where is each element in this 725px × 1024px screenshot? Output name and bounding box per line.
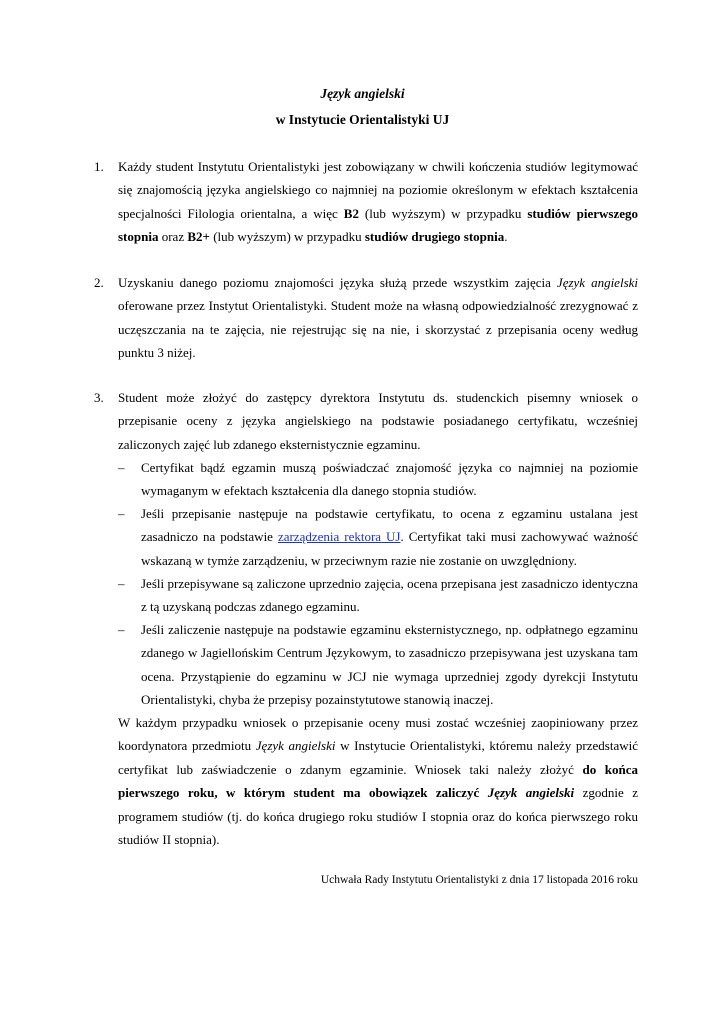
closing-italic-course: Język angielski xyxy=(255,738,336,754)
p1-bold-second-degree: studiów drugiego stopnia xyxy=(364,229,505,245)
p1-text-f: . xyxy=(504,229,508,245)
bullet-dash-1: – xyxy=(118,460,125,475)
p2-text-b: oferowane przez Instytut Orientalistyki. Student może na własną odpowiedzialność zrezygnować z uczęszczania na te zajęcia, nie rejestrując się na nie, i skorzystać z przepisania oceny według punktu 3 niżej. xyxy=(118,298,638,361)
bullet-3: Jeśli przepisywane są zaliczone uprzednio zajęcia, ocena przepisana jest zasadniczo identyczna z tą uzyskaną podczas zdanego egzaminu. xyxy=(141,576,638,615)
p1-text-a: Każdy student Instytutu Orientalistyki jest zobowiązany w chwili kończenia studiów legitymować się znajomością języka angielskiego co najmniej na poziomie określonym w efektach kształcenia specjalności Filologia orientalna, a więc xyxy=(118,159,638,221)
p2-italic-course: Język angielski xyxy=(556,275,639,290)
bullet-dash-2: – xyxy=(118,506,125,521)
p1-bold-first-degree: studiów pierwszego stopnia xyxy=(118,205,639,245)
item-number-2: 2. xyxy=(94,275,104,290)
resolution-footer: Uchwała Rady Instytutu Orientalistyki z dnia 17 listopada 2016 roku xyxy=(320,874,638,886)
bullet-4: Jeśli zaliczenie następuje na podstawie egzaminu eksternistycznego, np. odpłatnego egzaminu zdanego w Jagiellońskim Centrum Językowym, to zasadniczo przepisywana jest uzyskana tam ocena. Przystąpienie do egzaminu w JCJ nie wymaga uprzedniej zgody dyrekcji Instytutu Orientalistyki, chyba że przepisy pozainstytutowe stanowią inaczej. xyxy=(141,622,638,708)
paragraph-2 xyxy=(118,271,638,365)
p1-bold-b2: B2 xyxy=(343,205,359,221)
closing-text-b: w Instytucie Orientalistyki, któremu należy przedstawić certyfikat lub zaświadczenie o zdanym egzaminie. Wniosek taki należy złożyć xyxy=(118,738,639,777)
bullet-2-text-a: Jeśli przepisanie następuje na podstawie certyfikatu, to ocena z egzaminu ustalana jest zasadniczo na podstawie xyxy=(141,506,638,545)
bullet-2 xyxy=(141,502,638,572)
p1-text-e: (lub wyższym) w przypadku xyxy=(209,229,365,245)
bullet-dash-3: – xyxy=(118,576,125,591)
bullet-2-text-b: . Certyfikat taki musi zachowywać ważność wskazaną w tymże zarządzeniu, w przeciwnym razie nie zostanie on uwzględniony. xyxy=(141,529,638,568)
page-title: Język angielski xyxy=(320,86,405,101)
page-subtitle: w Instytucie Orientalistyki UJ xyxy=(275,112,450,127)
bullet-dash-4: – xyxy=(118,622,125,637)
closing-text-a: W każdym przypadku wniosek o przepisanie oceny musi zostać wcześniej zaopiniowany przez koordynatora przedmiotu xyxy=(118,715,638,754)
bullet-1: Certyfikat bądź egzamin muszą poświadczać znajomość języka co najmniej na poziomie wymaganym w efektach kształcenia dla danego stopnia studiów. xyxy=(141,460,638,499)
closing-paragraph xyxy=(118,711,638,851)
item-number-3: 3. xyxy=(94,390,104,405)
closing-bold-italic-course: Język angielski xyxy=(487,785,575,801)
item-number-1: 1. xyxy=(94,159,104,174)
p2-text-a: Uzyskaniu danego poziomu znajomości języka służą przede wszystkim zajęcia xyxy=(118,275,557,290)
paragraph-3: Student może złożyć do zastępcy dyrektora Instytutu ds. studenckich pisemny wniosek o przepisanie oceny z języka angielskiego na podstawie posiadanego certyfikatu, wcześniej zaliczonych zajęć lub zdanego eksternistycznie egzaminu. xyxy=(118,390,638,452)
p1-bold-b2plus: B2+ xyxy=(187,229,210,245)
p1-text-d: oraz xyxy=(158,229,188,245)
closing-text-c: zgodnie z programem studiów (tj. do końca drugiego roku studiów I stopnia oraz do końca pierwszego roku studiów II stopnia). xyxy=(118,785,639,848)
closing-bold-deadline: do końca pierwszego roku, w którym student ma obowiązek zaliczyć xyxy=(118,761,638,801)
p1-text-c: (lub wyższym) w przypadku xyxy=(358,205,528,221)
paragraph-1 xyxy=(118,155,638,249)
rector-ordinance-link[interactable]: zarządzenia rektora UJ xyxy=(277,529,401,545)
